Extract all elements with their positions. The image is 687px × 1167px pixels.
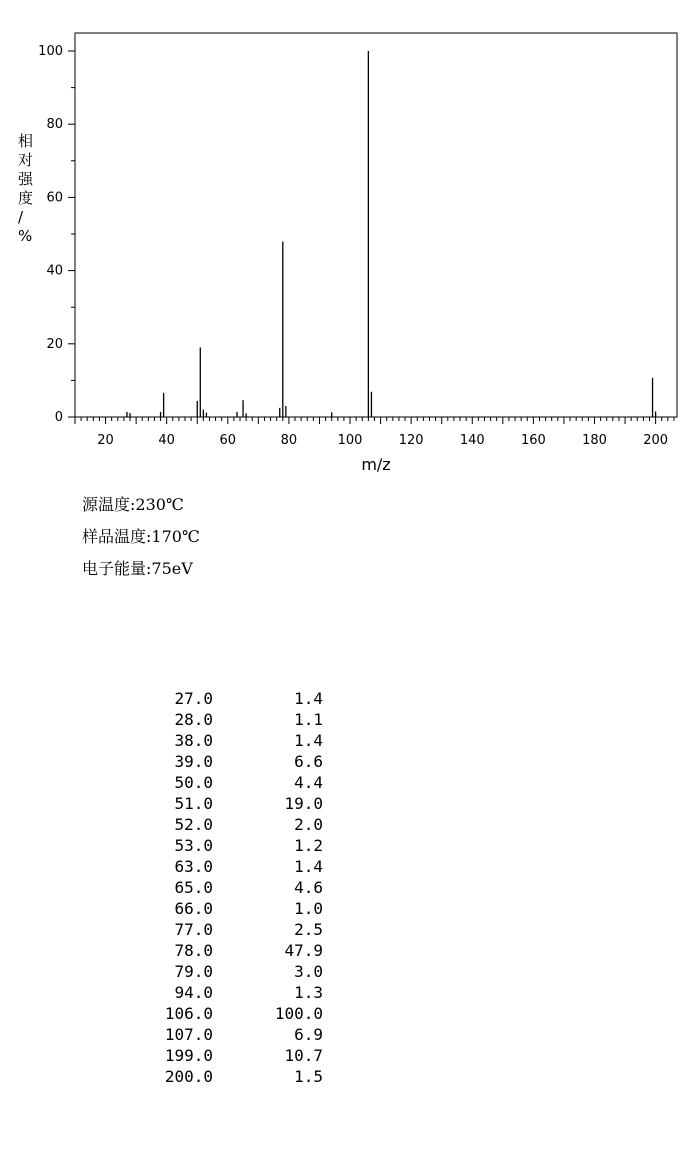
electron-energy: 电子能量:75eV bbox=[82, 559, 193, 578]
peak-intensity: 100.0 bbox=[274, 1004, 323, 1023]
peak-mz: 200.0 bbox=[164, 1067, 213, 1086]
peak-mz: 51.0 bbox=[174, 794, 213, 813]
mass-spectrum-chart bbox=[0, 0, 687, 480]
peak-mz: 63.0 bbox=[174, 857, 213, 876]
peak-mz: 66.0 bbox=[174, 899, 213, 918]
source-temperature: 源温度:230℃ bbox=[82, 495, 184, 514]
peak-row bbox=[150, 1024, 323, 1045]
peak-mz: 94.0 bbox=[174, 983, 213, 1002]
peak-mz: 199.0 bbox=[164, 1046, 213, 1065]
peak-row bbox=[150, 751, 323, 772]
peak-intensity: 2.5 bbox=[294, 920, 323, 939]
x-tick-label: 140 bbox=[459, 433, 485, 448]
peak-row bbox=[150, 877, 323, 898]
peak-row bbox=[150, 1066, 323, 1087]
peak-intensity: 1.1 bbox=[294, 710, 323, 729]
peak-list-table bbox=[150, 688, 323, 1087]
x-tick-label: 20 bbox=[97, 433, 114, 448]
y-tick-label: 80 bbox=[46, 117, 63, 133]
y-tick-label: 40 bbox=[46, 263, 63, 279]
peak-row bbox=[150, 772, 323, 793]
peak-row bbox=[150, 940, 323, 961]
peak-mz: 39.0 bbox=[174, 752, 213, 771]
peak-row bbox=[150, 730, 323, 751]
x-tick-label: 100 bbox=[337, 433, 363, 448]
peak-mz: 107.0 bbox=[164, 1025, 213, 1044]
peak-intensity: 3.0 bbox=[294, 962, 323, 981]
x-axis-ticks bbox=[75, 417, 674, 448]
peak-intensity: 1.3 bbox=[294, 983, 323, 1002]
peak-intensity: 6.6 bbox=[294, 752, 323, 771]
peak-row bbox=[150, 835, 323, 856]
peak-mz: 28.0 bbox=[174, 710, 213, 729]
x-tick-label: 80 bbox=[280, 433, 298, 448]
peak-intensity: 4.6 bbox=[294, 878, 323, 897]
peak-mz: 77.0 bbox=[174, 920, 213, 939]
peak-row bbox=[150, 856, 323, 877]
peak-row bbox=[150, 1045, 323, 1066]
spectrum-peaks bbox=[127, 51, 656, 417]
peak-row bbox=[150, 898, 323, 919]
peak-row bbox=[150, 919, 323, 940]
plot-frame bbox=[75, 33, 677, 417]
peak-intensity: 19.0 bbox=[284, 794, 323, 813]
peak-mz: 27.0 bbox=[174, 689, 213, 708]
peak-intensity: 2.0 bbox=[294, 815, 323, 834]
peak-mz: 38.0 bbox=[174, 731, 213, 750]
x-tick-label: 200 bbox=[643, 433, 669, 448]
peak-intensity: 6.9 bbox=[294, 1025, 323, 1044]
peak-intensity: 1.4 bbox=[294, 857, 323, 876]
peak-row bbox=[150, 688, 323, 709]
peak-mz: 65.0 bbox=[174, 878, 213, 897]
peak-intensity: 47.9 bbox=[284, 941, 323, 960]
peak-row bbox=[150, 814, 323, 835]
x-tick-label: 120 bbox=[398, 433, 424, 448]
peak-intensity: 4.4 bbox=[294, 773, 323, 792]
peak-intensity: 1.4 bbox=[294, 689, 323, 708]
peak-mz: 53.0 bbox=[174, 836, 213, 855]
y-axis-title: 相对强度/ % bbox=[18, 132, 34, 245]
y-tick-label: 60 bbox=[46, 190, 63, 206]
peak-row bbox=[150, 961, 323, 982]
acquisition-conditions bbox=[82, 494, 200, 590]
peak-intensity: 1.0 bbox=[294, 899, 323, 918]
x-axis-title: m/z bbox=[361, 455, 391, 474]
y-tick-label: 0 bbox=[54, 410, 63, 425]
peak-intensity: 1.4 bbox=[294, 731, 323, 750]
x-tick-label: 40 bbox=[158, 433, 175, 448]
peak-mz: 79.0 bbox=[174, 962, 213, 981]
peak-mz: 50.0 bbox=[174, 773, 213, 792]
y-tick-label: 100 bbox=[38, 44, 63, 59]
y-axis-ticks bbox=[38, 44, 75, 425]
x-tick-label: 60 bbox=[219, 433, 237, 448]
peak-mz: 78.0 bbox=[174, 941, 213, 960]
x-tick-label: 160 bbox=[520, 433, 546, 448]
peak-mz: 52.0 bbox=[174, 815, 213, 834]
peak-mz: 106.0 bbox=[164, 1004, 213, 1023]
peak-row bbox=[150, 793, 323, 814]
x-tick-label: 180 bbox=[582, 433, 607, 448]
peak-row bbox=[150, 1003, 323, 1024]
peak-intensity: 10.7 bbox=[284, 1046, 323, 1065]
peak-intensity: 1.5 bbox=[294, 1067, 323, 1086]
peak-row bbox=[150, 982, 323, 1003]
peak-row bbox=[150, 709, 323, 730]
y-tick-label: 20 bbox=[46, 336, 63, 352]
peak-intensity: 1.2 bbox=[294, 836, 323, 855]
sample-temperature: 样品温度:170℃ bbox=[82, 527, 200, 546]
